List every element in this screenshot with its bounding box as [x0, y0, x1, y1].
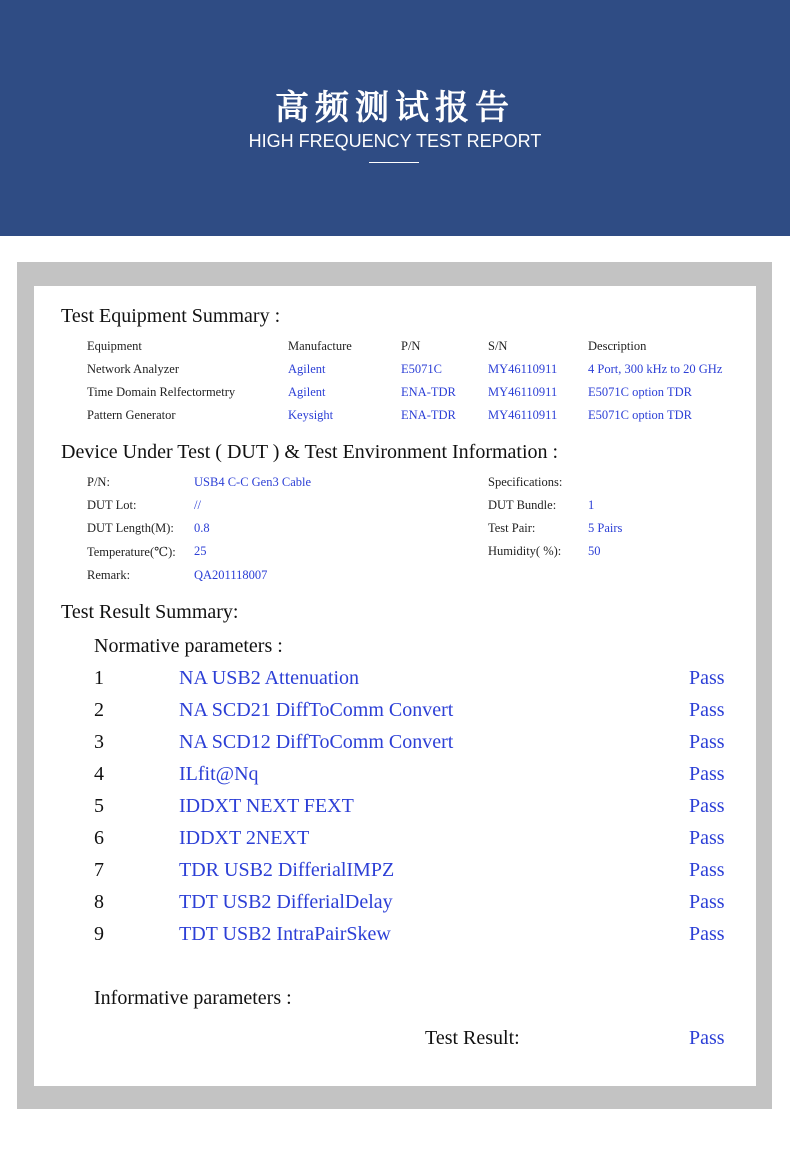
- pn-cell: ENA-TDR: [401, 385, 456, 399]
- result-number: 9: [94, 923, 104, 945]
- result-status: Pass: [689, 795, 725, 817]
- result-status: Pass: [689, 731, 725, 753]
- report-card: [34, 286, 756, 1086]
- informative-heading: Informative parameters :: [94, 987, 292, 1009]
- col-header-equipment: Equipment: [87, 339, 142, 353]
- dut-heading: Device Under Test ( DUT ) & Test Environment Information :: [61, 441, 559, 463]
- result-number: 8: [94, 891, 104, 913]
- equipment-heading: Test Equipment Summary :: [61, 305, 281, 327]
- title-underline: [369, 162, 419, 163]
- manufacture-cell: Agilent: [288, 385, 326, 399]
- result-name: TDT USB2 IntraPairSkew: [179, 923, 391, 945]
- result-number: 7: [94, 859, 104, 881]
- description-cell: E5071C option TDR: [588, 408, 692, 422]
- col-header-manufacture: Manufacture: [288, 339, 352, 353]
- dut-label: DUT Length(M):: [87, 521, 174, 535]
- equipment-cell: Pattern Generator: [87, 408, 176, 422]
- manufacture-cell: Keysight: [288, 408, 334, 422]
- final-result-label: Test Result:: [425, 1027, 520, 1049]
- env-label: Test Pair:: [488, 521, 536, 535]
- sn-cell: MY46110911: [488, 385, 558, 399]
- result-number: 6: [94, 827, 104, 849]
- equipment-cell: Network Analyzer: [87, 362, 179, 376]
- result-status: Pass: [689, 827, 725, 849]
- result-number: 4: [94, 763, 104, 785]
- dut-value: QA201118007: [194, 568, 268, 582]
- env-value: 5 Pairs: [588, 521, 623, 535]
- env-label: Specifications:: [488, 475, 563, 489]
- result-number: 3: [94, 731, 104, 753]
- report-header: [0, 0, 790, 236]
- env-value: 1: [588, 498, 595, 512]
- result-status: Pass: [689, 859, 725, 881]
- result-status: Pass: [689, 891, 725, 913]
- result-name: TDR USB2 DifferialIMPZ: [179, 859, 395, 881]
- result-status: Pass: [689, 923, 725, 945]
- result-number: 2: [94, 699, 104, 721]
- normative-heading: Normative parameters :: [94, 635, 283, 657]
- result-status: Pass: [689, 699, 725, 721]
- dut-label: Remark:: [87, 568, 131, 582]
- description-cell: E5071C option TDR: [588, 385, 692, 399]
- sn-cell: MY46110911: [488, 408, 558, 422]
- dut-value: USB4 C-C Gen3 Cable: [194, 475, 312, 489]
- dut-value: //: [194, 498, 201, 512]
- env-label: Humidity( %):: [488, 544, 562, 558]
- title-chinese: 高频测试报告: [275, 88, 515, 128]
- result-name: TDT USB2 DifferialDelay: [179, 891, 393, 913]
- env-value: 50: [588, 544, 601, 558]
- result-name: ILfit@Nq: [179, 763, 259, 785]
- manufacture-cell: Agilent: [288, 362, 326, 376]
- pn-cell: ENA-TDR: [401, 408, 456, 422]
- pn-cell: E5071C: [401, 362, 442, 376]
- results-heading: Test Result Summary:: [61, 601, 239, 623]
- dut-value: 0.8: [194, 521, 210, 535]
- final-result-value: Pass: [689, 1027, 725, 1049]
- col-header-pn: P/N: [401, 339, 421, 353]
- result-name: NA SCD12 DiffToComm Convert: [179, 731, 454, 753]
- result-name: IDDXT 2NEXT: [179, 827, 310, 849]
- equipment-cell: Time Domain Relfectormetry: [87, 385, 236, 399]
- result-name: NA USB2 Attenuation: [179, 667, 360, 689]
- dut-label: P/N:: [87, 475, 110, 489]
- dut-label: DUT Lot:: [87, 498, 137, 512]
- result-status: Pass: [689, 763, 725, 785]
- col-header-sn: S/N: [488, 339, 508, 353]
- sn-cell: MY46110911: [488, 362, 558, 376]
- result-name: IDDXT NEXT FEXT: [179, 795, 354, 817]
- env-label: DUT Bundle:: [488, 498, 557, 512]
- col-header-description: Description: [588, 339, 647, 353]
- description-cell: 4 Port, 300 kHz to 20 GHz: [588, 362, 723, 376]
- result-status: Pass: [689, 667, 725, 689]
- title-english: HIGH FREQUENCY TEST REPORT: [248, 131, 542, 151]
- result-number: 5: [94, 795, 104, 817]
- dut-label: Temperature(℃):: [87, 545, 176, 559]
- result-number: 1: [94, 667, 104, 689]
- result-name: NA SCD21 DiffToComm Convert: [179, 699, 454, 721]
- dut-value: 25: [194, 544, 207, 558]
